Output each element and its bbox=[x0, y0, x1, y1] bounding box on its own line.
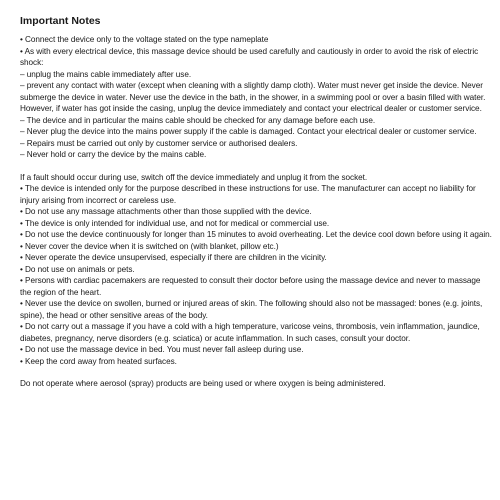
note-line: • Connect the device only to the voltage stated on the type nameplate bbox=[20, 35, 269, 44]
paragraph-spacer bbox=[20, 367, 492, 378]
page-title: Important Notes bbox=[20, 15, 101, 27]
note-line: • Do not use any massage attachments other than those supplied with the device. bbox=[20, 207, 312, 216]
note-line: – Repairs must be carried out only by customer service or authorised dealers. bbox=[20, 138, 298, 148]
note-line: – Never hold or carry the device by the mains cable. bbox=[20, 150, 207, 159]
note-line: • Never operate the device unsupervised, especially if there are children in the vicinity. bbox=[20, 253, 327, 262]
note-line: • Persons with cardiac pacemakers are requested to consult their doctor before using the massage device and never to massage the region of the heart. bbox=[20, 276, 481, 297]
note-line: • As with every electrical device, this massage device should be used carefully and cautiously in order to avoid the risk of electric shock: bbox=[20, 46, 479, 67]
note-line: • Do not use the massage device in bed. You must never fall asleep during use. bbox=[20, 345, 304, 354]
note-line: – Never plug the device into the mains power supply if the cable is damaged. Contact your electrical dealer or customer service. bbox=[20, 127, 477, 136]
note-line: – prevent any contact with water (except when cleaning with a slightly damp cloth). Water must never get inside the device. Never submerge the device in water. Never use the device in the bath, in the shower, in a swimming pool or over a basin filled with water. However, if water has got inside the casing, unplug the device immediately and contact your electrical dealer or customer service. bbox=[20, 81, 486, 113]
note-line: – unplug the mains cable immediately after use. bbox=[20, 69, 192, 79]
notes-content bbox=[20, 34, 492, 390]
note-line: • Keep the cord away from heated surfaces. bbox=[20, 356, 177, 366]
note-line: • The device is only intended for individual use, and not for medical or commercial use. bbox=[20, 218, 330, 228]
note-line: • Do not use on animals or pets. bbox=[20, 264, 135, 274]
note-line: • Never use the device on swollen, burned or injured areas of skin. The following should also not be massaged: bones (e.g. joints, spine), the head or other sensitive areas of the body. bbox=[20, 299, 483, 320]
note-line: • Do not carry out a massage if you have a cold with a high temperature, varicose veins, thrombosis, vein inflammation, jaundice, diabetes, pregnancy, nerve disorders (e.g. sciatica) or acute inflammation. In such cases, consult your doctor. bbox=[20, 322, 480, 343]
note-line: • The device is intended only for the purpose described in these instructions for use. The manufacturer can accept no liability for injury arising from incorrect or careless use. bbox=[20, 184, 476, 205]
note-line: If a fault should occur during use, switch off the device immediately and unplug it from the socket. bbox=[20, 172, 368, 182]
paragraph-spacer bbox=[20, 161, 492, 172]
note-line: – The device and in particular the mains cable should be checked for any damage before each use. bbox=[20, 115, 376, 125]
note-line: • Do not use the device continuously for longer than 15 minutes to avoid overheating. Let the device cool down before using it again. bbox=[20, 230, 492, 239]
note-line: • Never cover the device when it is switched on (with blanket, pillow etc.) bbox=[20, 241, 279, 251]
note-line: Do not operate where aerosol (spray) products are being used or where oxygen is being administered. bbox=[20, 379, 386, 388]
